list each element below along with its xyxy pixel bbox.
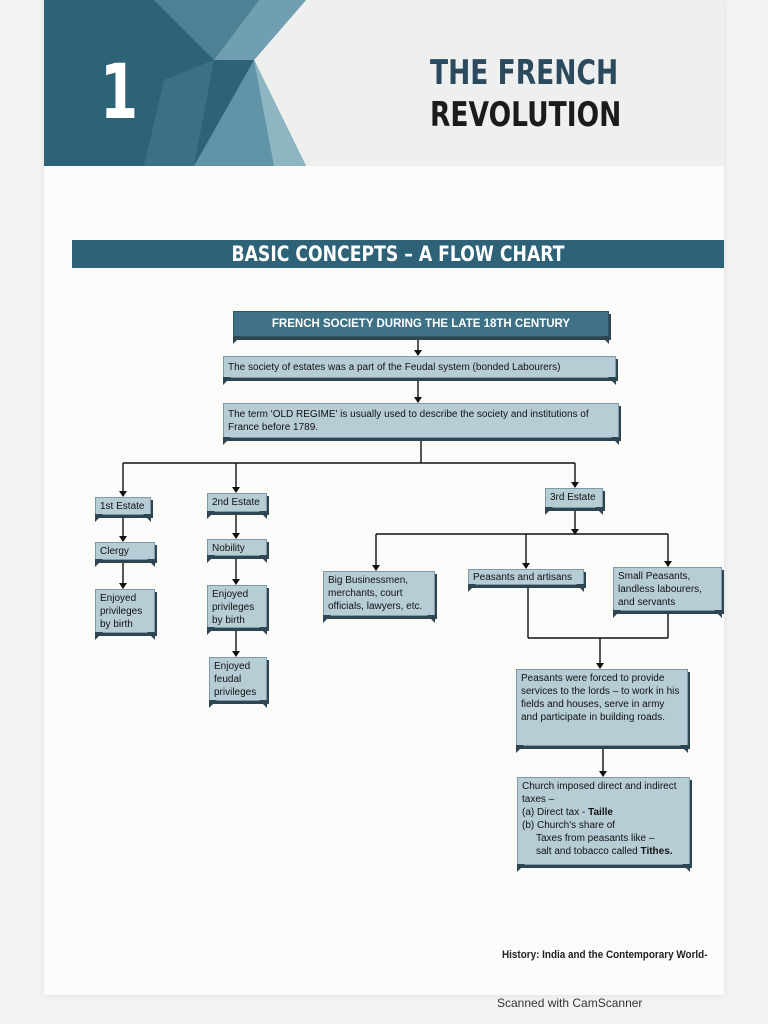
node-big-businessmen (323, 571, 435, 616)
node-1st-estate-privileges (95, 589, 155, 633)
node-peasants-artisans (468, 569, 584, 585)
node-old-regime (223, 403, 619, 438)
node-feudal-system (223, 356, 616, 378)
taxes-intro: Church imposed direct and indirect taxes – (522, 781, 677, 805)
node-3rd-estate (545, 488, 603, 508)
node-peasant-services-text: Peasants were forced to provide services to the lords – to work in his fields and houses, serve in army and participate in building roads. (521, 673, 680, 723)
taxes-tithes: Tithes. (640, 846, 673, 857)
node-old-regime-text: The term 'OLD REGIME' is usually used to describe the society and institutions of France before 1789. (228, 409, 589, 433)
taxes-b-line2: Taxes from peasants like – (536, 833, 655, 844)
node-small-peasants (613, 567, 722, 611)
node-root (233, 311, 609, 337)
node-3rd-estate-text: 3rd Estate (550, 492, 596, 503)
page-footer: History: India and the Contemporary World- (502, 949, 708, 961)
node-feudal-system-text: The society of estates was a part of the Feudal system (bonded Labourers) (228, 362, 561, 373)
section-title: BASIC CONCEPTS – A FLOW CHART (231, 242, 565, 266)
node-peasant-services (516, 669, 688, 746)
node-2nd-estate-privileges (207, 585, 267, 628)
node-feudal-privileges (209, 657, 267, 701)
node-1st-estate-text: 1st Estate (100, 501, 145, 512)
node-2nd-estate (207, 493, 267, 512)
chapter-title-line-1: THE FRENCH (430, 53, 619, 93)
node-1st-estate (95, 497, 151, 515)
node-2nd-estate-text: 2nd Estate (212, 497, 260, 508)
node-peasants-artisans-text: Peasants and artisans (473, 572, 572, 583)
chapter-number: 1 (100, 47, 139, 136)
node-feudal-privileges-text: Enjoyed feudal privileges (214, 661, 257, 698)
taxes-b-line3-prefix: salt and tobacco called (536, 846, 641, 857)
node-1st-estate-privileges-text: Enjoyed privileges by birth (100, 593, 143, 630)
node-clergy (95, 542, 155, 560)
taxes-taille: Taille (588, 807, 613, 818)
node-nobility (207, 539, 267, 556)
taxes-b-line1: (b) Church's share of (522, 820, 616, 831)
chapter-title-line-2: REVOLUTION (430, 95, 622, 135)
node-big-businessmen-text: Big Businessmen, merchants, court officials, lawyers, etc. (328, 575, 423, 612)
node-nobility-text: Nobility (212, 543, 245, 554)
taxes-a-prefix: (a) Direct tax - (522, 807, 589, 818)
taxes-b-line3 (522, 845, 685, 858)
node-church-taxes (517, 777, 690, 865)
node-root-text: FRENCH SOCIETY DURING THE LATE 18TH CENTURY (271, 318, 571, 330)
node-clergy-text: Clergy (100, 546, 129, 557)
node-small-peasants-text: Small Peasants, landless labourers, and servants (618, 571, 702, 608)
node-2nd-estate-privileges-text: Enjoyed privileges by birth (212, 589, 255, 626)
scanner-watermark: Scanned with CamScanner (497, 996, 643, 1010)
